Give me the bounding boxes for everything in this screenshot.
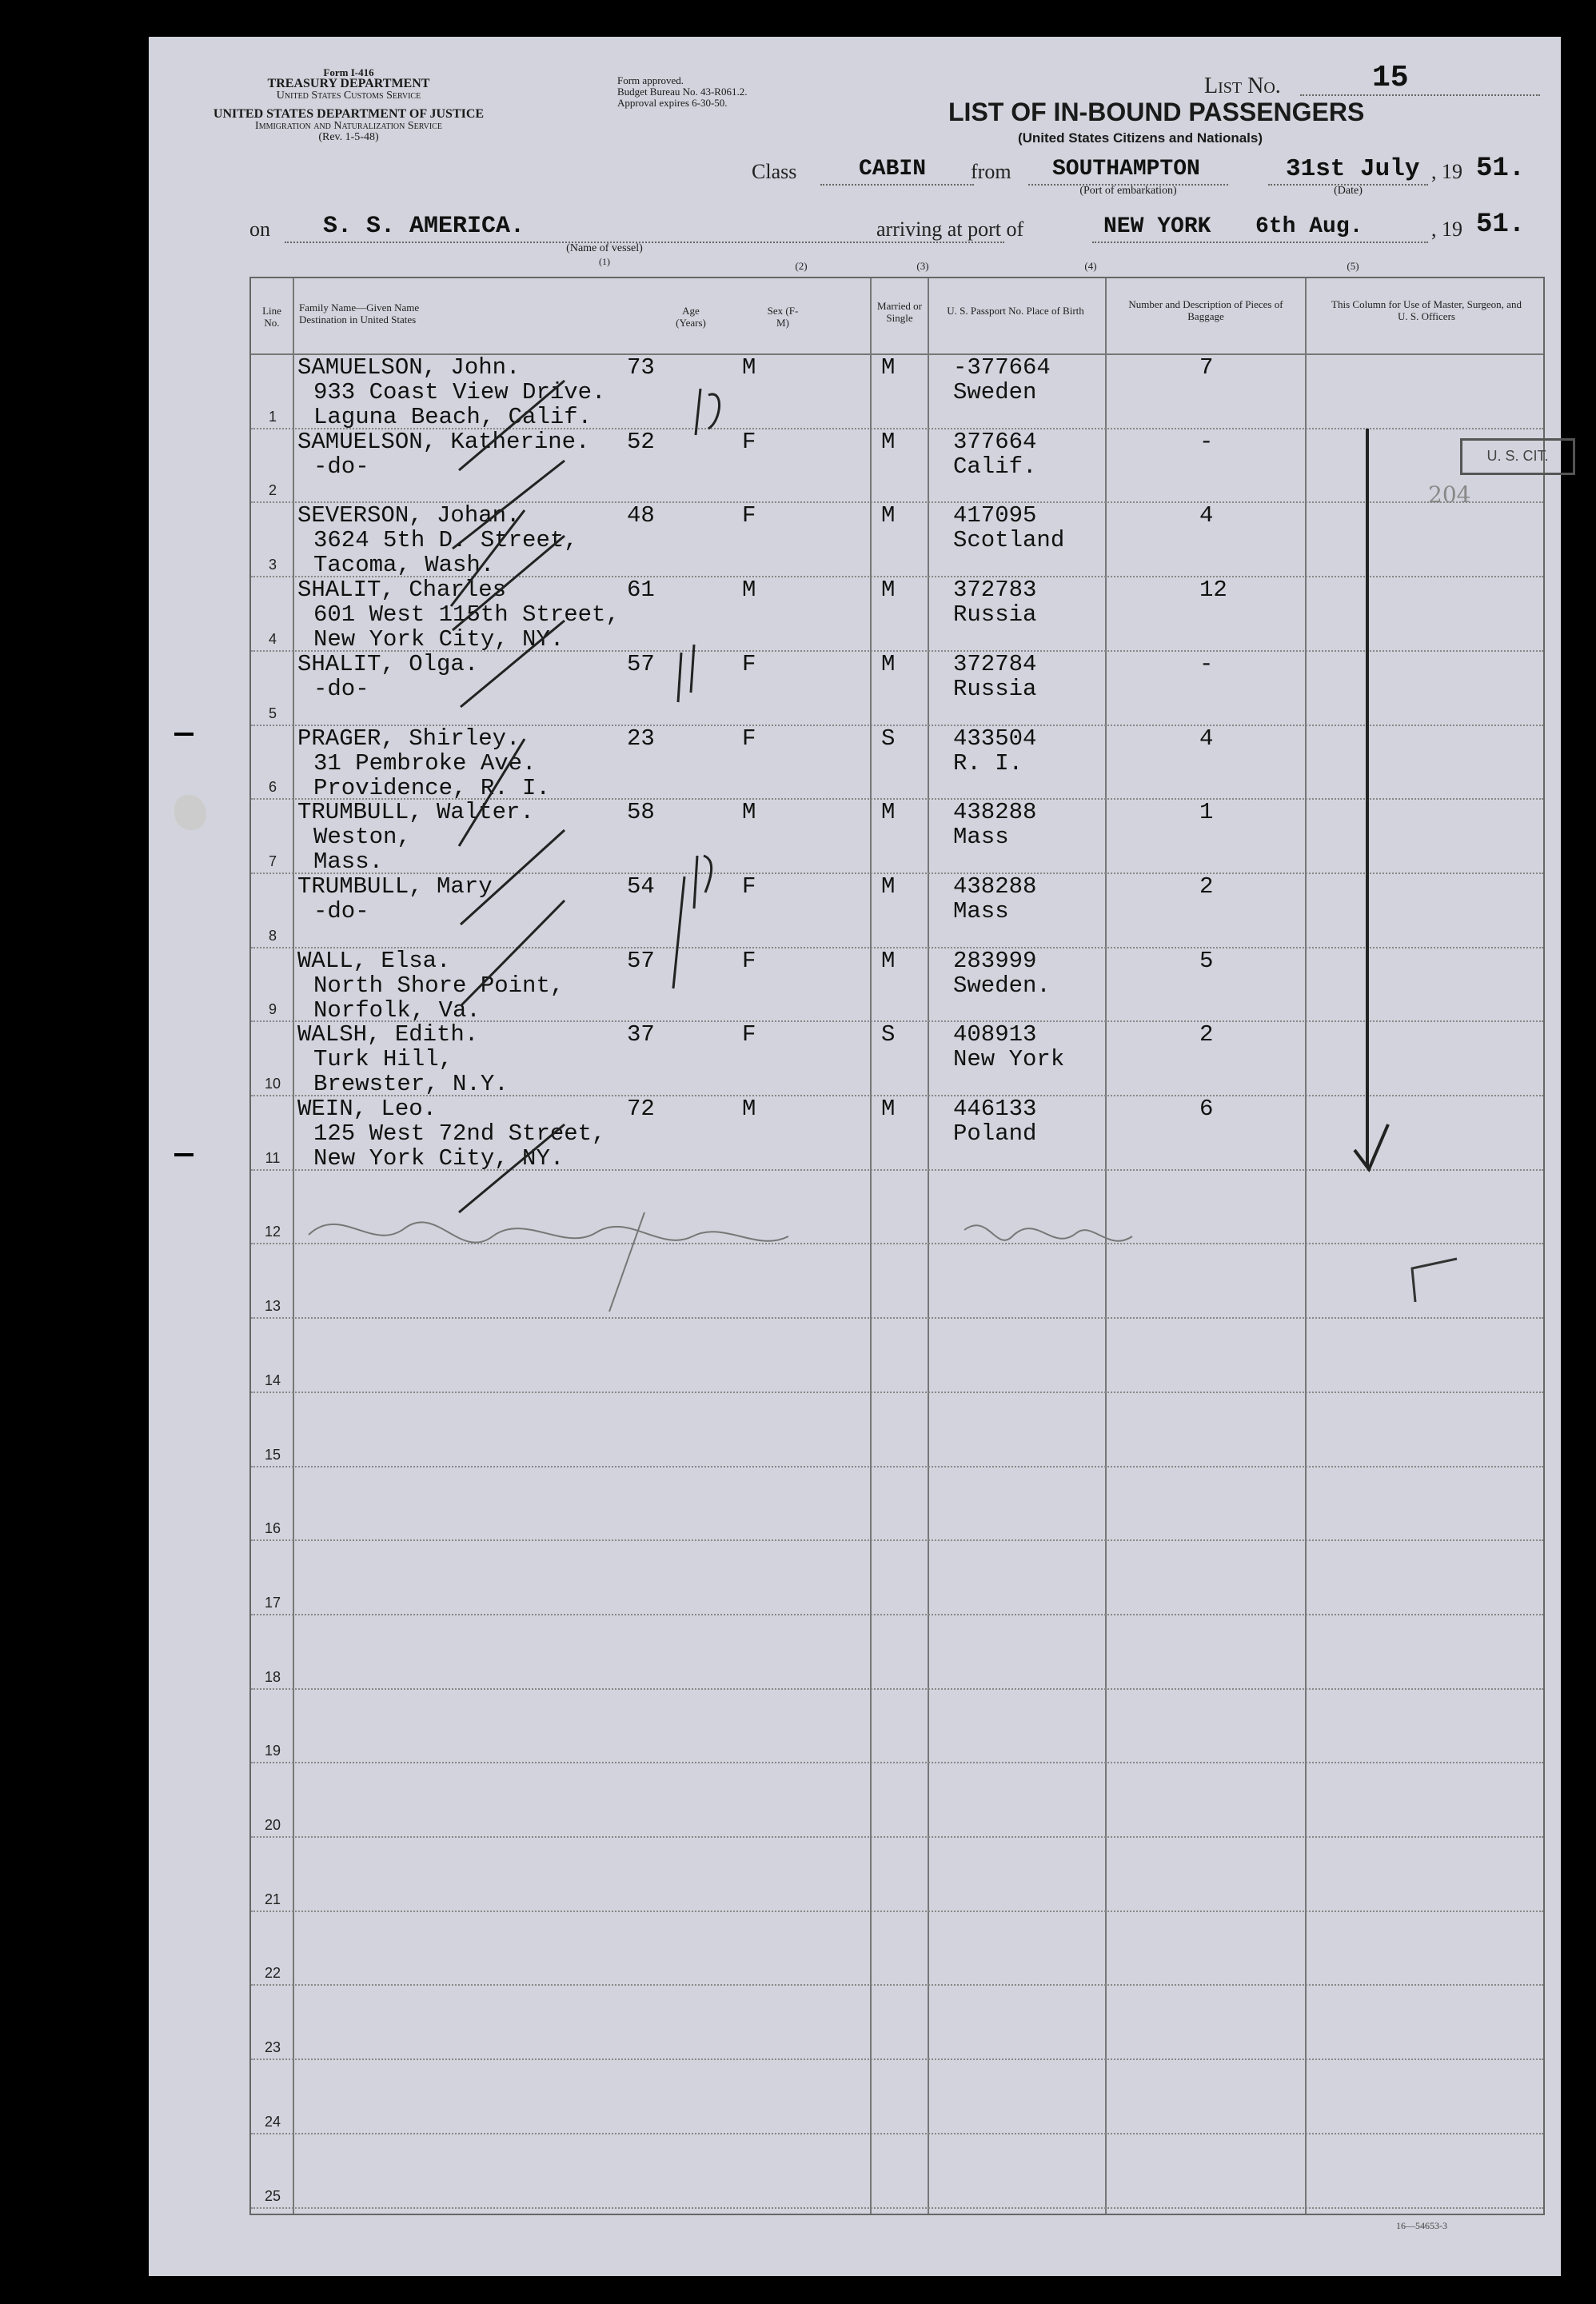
passenger-baggage: - (1199, 650, 1214, 677)
passenger-age: 57 (627, 650, 655, 677)
passenger-ms: M (881, 354, 896, 381)
class-label: Class (752, 160, 797, 183)
row-line (251, 1911, 1543, 1912)
line-number: 7 (268, 853, 277, 869)
line-number: 16 (264, 1520, 281, 1537)
passenger-birth: Mass (953, 824, 1009, 851)
passenger-age: 58 (627, 799, 655, 826)
passenger-sex: F (742, 872, 756, 900)
passenger-name: SAMUELSON, John. (297, 354, 521, 381)
row-line (251, 1614, 1543, 1615)
passenger-addr1: -do- (313, 897, 369, 924)
passenger-name: WALSH, Edith. (297, 1021, 479, 1048)
col-age: Age (Years) (676, 305, 706, 329)
passenger-age: 61 (627, 577, 655, 604)
line-number: 1 (268, 408, 277, 425)
line-number: 5 (268, 705, 277, 721)
passenger-sex: F (742, 947, 756, 974)
passenger-addr1: Turk Hill, (313, 1046, 453, 1073)
tick-mark (696, 389, 720, 435)
passenger-passport: 372784 (953, 650, 1037, 677)
passenger-passport: 417095 (953, 502, 1037, 529)
tick-mark (694, 856, 712, 908)
passenger-age: 73 (627, 354, 655, 381)
passenger-addr2: Providence, R. I. (313, 774, 550, 801)
passenger-sex: M (742, 1096, 756, 1122)
port-embarkation-caption: (Port of embarkation) (1079, 185, 1177, 197)
dept-justice-sub: Immigration and Naturalization Service (255, 120, 442, 132)
passenger-ms: S (881, 1021, 896, 1048)
passenger-addr2: New York City, NY. (313, 1145, 565, 1172)
passenger-birth: Mass (953, 897, 1009, 924)
year-prefix-value: 19 (1442, 160, 1462, 183)
row-line (251, 2058, 1543, 2060)
row-line (251, 1539, 1543, 1541)
list-no-label: List No. (1204, 74, 1281, 98)
passenger-name: WALL, Elsa. (297, 947, 451, 974)
form-subtitle: (United States Citizens and Nationals) (1017, 130, 1263, 146)
passenger-birth: R. I. (953, 749, 1023, 777)
form-number: Form I-416 (323, 66, 374, 78)
passenger-birth: Calif. (953, 453, 1037, 480)
arrival-year-prefix-value: 19 (1442, 218, 1462, 241)
passenger-addr2: Laguna Beach, Calif. (313, 404, 593, 430)
passenger-ms: M (881, 1096, 896, 1122)
passenger-name: TRUMBULL, Walter. (297, 799, 534, 826)
passenger-ms: M (881, 502, 896, 529)
row-line (251, 1762, 1543, 1763)
passenger-baggage: 4 (1199, 502, 1214, 529)
check-mark (459, 1124, 565, 1212)
col-num-3: (3) (916, 260, 929, 272)
line-number: 12 (264, 1224, 281, 1240)
passenger-birth: Sweden (953, 379, 1037, 405)
passenger-addr2: Tacoma, Wash. (313, 552, 495, 579)
bracket-arrow (1355, 1124, 1388, 1169)
passenger-age: 54 (627, 872, 655, 900)
line-number: 18 (264, 1668, 281, 1685)
check-mark (461, 900, 565, 1006)
vessel-caption: (Name of vessel) (566, 242, 643, 254)
tick-mark (673, 876, 684, 988)
officer-signature (309, 1212, 788, 1312)
passenger-age: 23 (627, 725, 655, 752)
passenger-sex: F (742, 650, 756, 677)
passenger-ms: M (881, 872, 896, 900)
row-line (251, 2133, 1543, 2134)
passenger-baggage: 6 (1199, 1096, 1214, 1122)
passenger-passport: -377664 (953, 354, 1051, 381)
year-prefix: , 19 (1431, 160, 1462, 183)
passenger-passport: 438288 (953, 872, 1037, 900)
line-number: 11 (265, 1149, 281, 1166)
passenger-birth: Sweden. (953, 972, 1051, 999)
passenger-baggage: - (1199, 428, 1214, 455)
passenger-birth: Scotland (953, 527, 1065, 554)
passenger-passport: 377664 (953, 428, 1037, 455)
passenger-name: PRAGER, Shirley. (297, 725, 521, 752)
passenger-ms: M (881, 577, 896, 604)
passenger-passport: 372783 (953, 577, 1037, 604)
arrival-date: 6th Aug. (1255, 214, 1363, 239)
passenger-baggage: 2 (1199, 872, 1214, 900)
form-title: LIST OF IN-BOUND PASSENGERS (948, 98, 1365, 126)
line-number: 10 (264, 1076, 281, 1092)
passenger-ms: M (881, 799, 896, 826)
passenger-baggage: 1 (1199, 799, 1214, 826)
line-number: 20 (264, 1817, 281, 1833)
approval-line: Form approved. (617, 74, 684, 86)
line-number: 8 (268, 927, 277, 944)
passenger-name: SHALIT, Olga. (297, 650, 479, 677)
passenger-passport: 408913 (953, 1021, 1037, 1048)
form-code: 16—54653-3 (1396, 2220, 1447, 2231)
col-line-no: Line No. (262, 305, 281, 329)
check-mark (451, 510, 525, 606)
check-mark (461, 830, 565, 924)
line-number: 17 (264, 1594, 281, 1611)
handwritten-marks (149, 37, 1561, 1396)
passenger-baggage: 5 (1199, 947, 1214, 974)
line-number: 9 (268, 1001, 277, 1018)
passenger-addr1: 125 West 72nd Street, (313, 1120, 606, 1147)
col-name: Family Name—Given Name Destination in United States (299, 301, 420, 325)
class-value: CABIN (859, 157, 927, 182)
passenger-birth: Russia (953, 601, 1037, 629)
col-married: Married or Single (877, 300, 922, 324)
passenger-baggage: 4 (1199, 725, 1214, 752)
passenger-baggage: 7 (1199, 354, 1214, 381)
col-num-5: (5) (1347, 260, 1359, 272)
passenger-addr2: Mass. (313, 849, 384, 876)
tick-mark (678, 645, 694, 702)
us-citizen-stamp: U. S. CIT. (1460, 438, 1575, 475)
row-line (251, 2207, 1543, 2209)
vessel-col-num: (1) (599, 256, 610, 267)
passenger-sex: M (742, 799, 756, 826)
arrival-year-prefix: , 19 (1431, 218, 1462, 241)
arriving-label: arriving at port of (876, 218, 1024, 241)
passenger-addr2: Norfolk, Va. (313, 996, 481, 1024)
line-number: 2 (268, 482, 277, 499)
passenger-sex: F (742, 725, 756, 752)
row-line (251, 1688, 1543, 1690)
line-number: 22 (264, 1965, 281, 1982)
col-baggage: Number and Description of Pieces of Baggage (1128, 298, 1283, 322)
passenger-passport: 438288 (953, 799, 1037, 826)
passenger-ms: S (881, 725, 896, 752)
col-passport: U. S. Passport No. Place of Birth (947, 305, 1084, 317)
check-mark (459, 381, 565, 470)
col-num-4: (4) (1084, 260, 1097, 272)
passenger-ms: M (881, 947, 896, 974)
line-number: 19 (264, 1743, 281, 1759)
form-sheet (149, 37, 1561, 2276)
passenger-birth: New York (953, 1046, 1065, 1073)
margin-number: 204 (1428, 481, 1471, 508)
passenger-sex: M (742, 354, 756, 381)
passenger-addr1: North Shore Point, (313, 972, 565, 999)
from-label: from (971, 160, 1011, 183)
line-number: 13 (264, 1298, 281, 1315)
passenger-age: 37 (627, 1021, 655, 1048)
row-line (251, 1984, 1543, 1986)
passenger-age: 52 (627, 428, 655, 455)
passenger-age: 57 (627, 947, 655, 974)
passenger-birth: Poland (953, 1120, 1037, 1147)
tick-mark (1412, 1259, 1457, 1302)
passenger-addr1: -do- (313, 453, 369, 480)
row-line (251, 1466, 1543, 1467)
passenger-baggage: 12 (1199, 577, 1227, 604)
passenger-name: WEIN, Leo. (297, 1096, 437, 1122)
check-mark (461, 621, 565, 707)
arrival-port: NEW YORK (1103, 214, 1211, 239)
passenger-sex: F (742, 502, 756, 529)
passenger-addr2: New York City, NY. (313, 626, 565, 653)
dept-treasury-sub: United States Customs Service (276, 90, 421, 102)
passenger-sex: F (742, 428, 756, 455)
line-number: 21 (264, 1891, 281, 1907)
passenger-name: SEVERSON, Johan. (297, 502, 521, 529)
year-value: 51. (1476, 154, 1526, 184)
vessel-name: S. S. AMERICA. (323, 213, 525, 240)
line-number: 23 (264, 2039, 281, 2056)
approval-line: Budget Bureau No. 43-R061.2. (617, 86, 748, 98)
line-number: 25 (264, 2187, 281, 2204)
line-number: 6 (268, 779, 277, 796)
passenger-addr1: 31 Pembroke Ave. (313, 749, 537, 777)
check-mark (453, 461, 565, 549)
check-mark (459, 739, 525, 846)
passenger-name: SHALIT, Charles (297, 577, 507, 604)
arrival-year: 51. (1476, 210, 1526, 240)
col-sex: Sex (F-M) (767, 305, 799, 329)
passenger-addr1: -do- (313, 675, 369, 702)
dept-treasury: TREASURY DEPARTMENT (267, 77, 430, 90)
passenger-ms: M (881, 428, 896, 455)
line-number: 3 (268, 557, 277, 573)
passenger-age: 72 (627, 1096, 655, 1122)
sailing-date: 31st July (1286, 155, 1420, 183)
form-revision: (Rev. 1-5-48) (318, 131, 379, 143)
passenger-baggage: 2 (1199, 1021, 1214, 1048)
line-number: 14 (264, 1372, 281, 1388)
line-number: 15 (264, 1446, 281, 1463)
passenger-sex: F (742, 1021, 756, 1048)
passenger-name: SAMUELSON, Katherine. (297, 428, 590, 455)
passenger-passport: 283999 (953, 947, 1037, 974)
passenger-age: 48 (627, 502, 655, 529)
passenger-addr1: Weston, (313, 824, 411, 851)
col-officers: This Column for Use of Master, Surgeon, and U. S. Officers (1331, 298, 1522, 322)
passenger-birth: Russia (953, 675, 1037, 702)
on-label: on (249, 218, 270, 241)
dept-justice: UNITED STATES DEPARTMENT OF JUSTICE (213, 107, 485, 121)
passenger-addr1: 3624 5th D. Street, (313, 527, 578, 554)
passenger-passport: 433504 (953, 725, 1037, 752)
line-number: 24 (264, 2113, 281, 2130)
passenger-addr2: Brewster, N.Y. (313, 1071, 509, 1098)
row-line (251, 1836, 1543, 1838)
col-num-2: (2) (795, 260, 808, 272)
pencil-note (964, 1225, 1132, 1240)
passenger-passport: 446133 (953, 1096, 1037, 1122)
passenger-addr1: 933 Coast View Drive. (313, 379, 606, 405)
passenger-ms: M (881, 650, 896, 677)
line-number: 4 (268, 630, 277, 647)
passenger-sex: M (742, 577, 756, 604)
passenger-addr1: 601 West 115th Street, (313, 601, 620, 629)
approval-line: Approval expires 6-30-50. (617, 97, 728, 109)
list-no-value: 15 (1372, 61, 1409, 95)
date-caption: (Date) (1334, 185, 1363, 197)
passenger-name: TRUMBULL, Mary (297, 872, 493, 900)
port-embarkation: SOUTHAMPTON (1052, 157, 1200, 182)
